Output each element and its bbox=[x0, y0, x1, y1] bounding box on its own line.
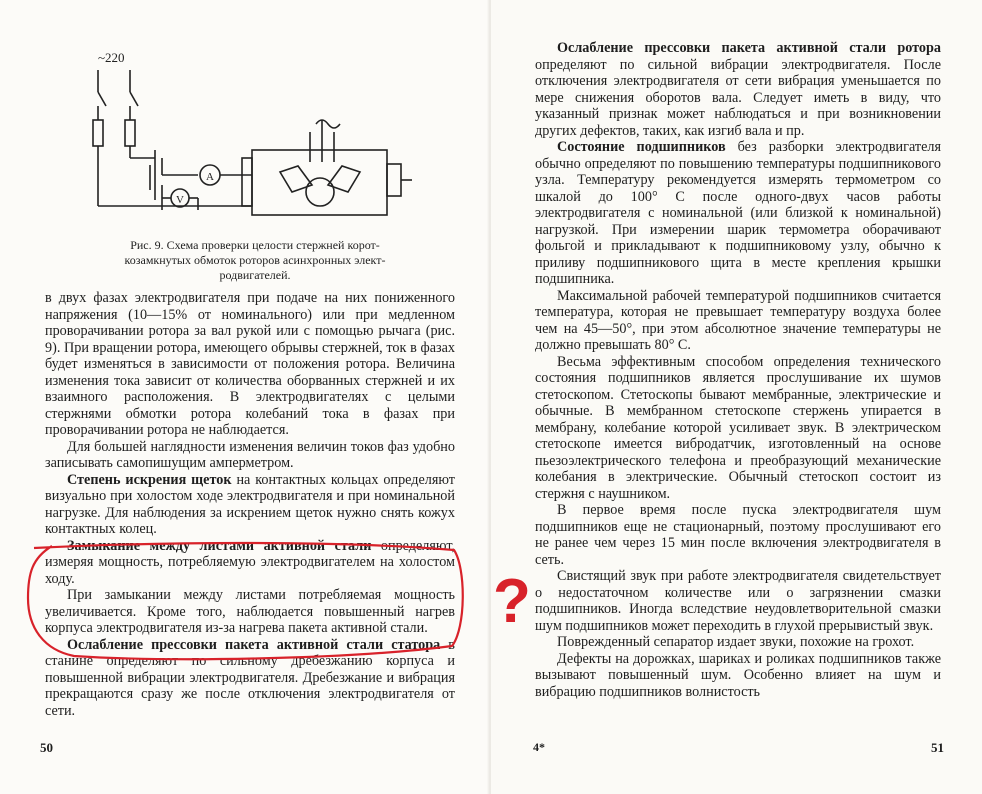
caption-line-3: родвигателей. bbox=[219, 268, 291, 282]
paragraph: Свистящий звук при работе электродвигателя свидетельствует о недостаточном количестве или о загрязнении смазки подшипников. Иногда вследствие неудовлетворительной смазки шум подшипников может переходить в глухой прерывистый звук. bbox=[535, 568, 941, 634]
paragraph: Для большей наглядности изменения величин токов фаз удобно записывать самопишущим амперметром. bbox=[45, 438, 455, 471]
signature-mark: 4* bbox=[533, 740, 545, 754]
question-mark-glyph: ? bbox=[493, 567, 531, 636]
voltmeter-label: V bbox=[176, 194, 184, 206]
right-page-text bbox=[535, 40, 941, 700]
paragraph: В первое время после пуска электродвигателя шум подшипников еще не стационарный, поэтому прослушивают его не ранее чем через 15 мин после включения электродвигателя в сеть. bbox=[535, 502, 941, 568]
paragraph: Ослабление прессовки пакета активной стали статора в станине определяют по сильному дребезжанию корпуса и повышенной вибрации электродвигателя. Дребезжание и вибрация прекращаются сразу же после отключения электродвигателя от сети. bbox=[45, 636, 455, 719]
paragraph: Весьма эффективным способом определения технического состояния подшипников является прослушивание их шумов стетоскопом. Стетоскопы бывают мембранные, электрические и обычные. В мембранном стетоскопе стержень упирается в мембрану, колебание которой усиливает звук. В электрическом стетоскопе имеется вибродатчик, изготовленный на основе пьезоэлектрического телефона и преобразующий механические колебания в электрические. Обычный стетоскоп состоит из стержня с наушником. bbox=[535, 353, 941, 502]
paragraph-highlighted: Замыкание между листами активной стали определяют, измеряя мощность, потребляемую электродвигателем на холостом ходу. bbox=[45, 537, 455, 587]
paragraph-highlighted: При замыкании между листами потребляемая мощность увеличивается. Кроме того, наблюдается повышенный нагрев корпуса электродвигателя из-за нагрева пакета активной стали. bbox=[45, 587, 455, 636]
page-number-right: 51 bbox=[931, 740, 944, 755]
page-number-left: 50 bbox=[40, 740, 53, 755]
caption-line-1: Рис. 9. Схема проверки целости стержней корот- bbox=[130, 238, 380, 252]
paragraph: Дефекты на дорожках, шариках и роликах подшипников также вызывают повышенный шум. Особенно влияет на шум и вибрацию подшипников волнистость bbox=[535, 650, 941, 700]
paragraph: Состояние подшипников без разборки электродвигателя обычно определяют по повышению температуры подшипникового узла. Температуру рекомендуется измерять термометром со шкалой до 100° С после одного-двух часов работы электродвигателя с номинальной (или близкой к номинальной) нагрузкой. При измерении шарик термометра оборачивают фольгой и прикладывают к подшипниковому узлу, обычно к приливу подшипникового щита в месте крепления крышки подшипника. bbox=[535, 139, 941, 287]
figure-caption bbox=[90, 238, 420, 283]
figure-9-schematic bbox=[60, 40, 420, 240]
left-page-text bbox=[45, 290, 455, 719]
voltage-label: ~220 bbox=[98, 50, 125, 65]
paragraph: в двух фазах электродвигателя при подаче на них пониженного напряжения (10—15% от номинального) или при медленном проворачивании ротора за вал рукой или с помощью рычага (рис. 9). При вращении ротора, имеющего обрывы стержней, ток в фазах будет изменяться в зависимости от положения ротора. Величина изменения тока зависит от количества оборванных стержней и их взаимного расположения. В электродвигателях с целыми стержнями обмотки ротора колебаний тока в фазах при проворачивании ротора не наблюдается. bbox=[45, 290, 455, 438]
paragraph: Ослабление прессовки пакета активной стали ротора определяют по сильной вибрации электродвигателя. После отключения электродвигателя от сети вибрация уменьшается по мере снижения оборотов вала. Следует иметь в виду, что указанный признак может наблюдаться и при возникновении других дефектов, таких, как изгиб вала и пр. bbox=[535, 40, 941, 139]
red-question-mark-annotation bbox=[491, 560, 531, 640]
caption-line-2: козамкнутых обмоток роторов асинхронных элект- bbox=[124, 253, 386, 267]
paragraph: Степень искрения щеток на контактных кольцах определяют визуально при холостом ходе электродвигателя и при номинальной нагрузке. Для наблюдения за искрением щеток нужно снять кожух контактных колец. bbox=[45, 471, 456, 537]
paragraph: Максимальной рабочей температурой подшипников считается температура, которая не превышает температуру воздуха более чем на 45—50°, при этом абсолютное значение температуры не должно превышать 80° С. bbox=[535, 287, 941, 353]
right-page bbox=[491, 0, 982, 794]
paragraph: Поврежденный сепаратор издает звуки, похожие на грохот. bbox=[557, 634, 915, 650]
ammeter-label: A bbox=[206, 171, 214, 183]
